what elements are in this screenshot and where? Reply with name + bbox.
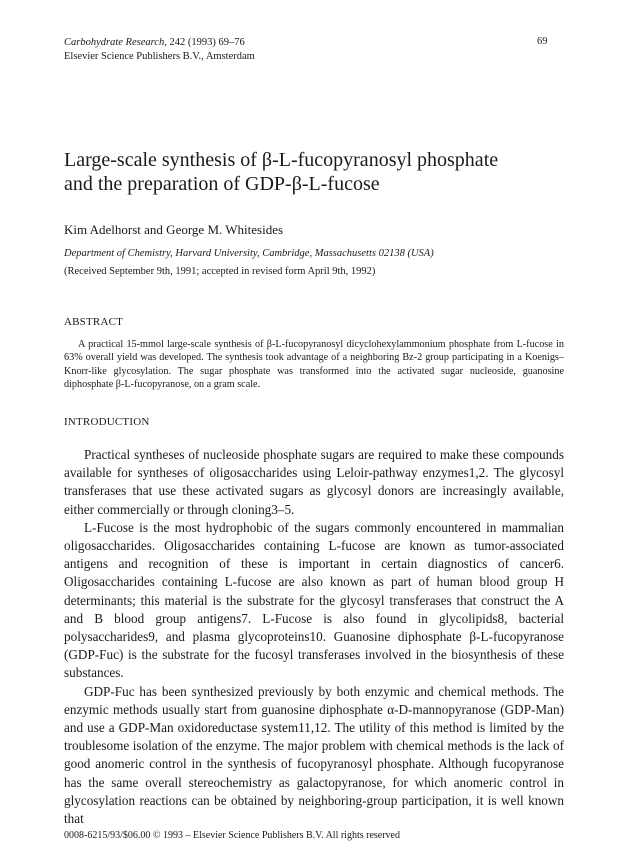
introduction-heading: INTRODUCTION: [64, 416, 150, 428]
paragraph: L-Fucose is the most hydrophobic of the sugars commonly encountered in mammalian oligosaccharides. Oligosaccharides containing L-fucose are known as tumor-associated antigens and recognition of these is important in certain diagnostics of cancer6. Oligosaccharides containing L-fucose are also known as part of human blood group H determinants; this material is the substrate for the glycosyl transferases that construct the A and B blood group antigens7. L-Fucose is also found in glycolipids8, bacterial polysaccharides9, and plasma glycoproteins10. Guanosine diphosphate β-L-fucopyranose (GDP-Fuc) is the substrate for the fucosyl transferases involved in the biosynthesis of these substances.: [64, 519, 564, 681]
page-number: 69: [537, 36, 548, 47]
journal-citation: [64, 36, 564, 50]
paragraph: GDP-Fuc has been synthesized previously by both enzymic and chemical methods. The enzymic methods usually start from guanosine diphosphate α-D-mannopyranose (GDP-Man) and use a GDP-Man oxidoreductase system11,12. The utility of this method is limited by the troublesome isolation of the enzyme. The major problem with chemical methods is the lack of good anomeric control in the synthesis of fucopyranosyl phosphate. Although fucopyranose has the same overall stereochemistry as galactopyranose, for which anomeric control in glycosylation reactions can be obtained by neighboring-group participation, it is well known that: [64, 683, 564, 827]
publisher-line: Elsevier Science Publishers B.V., Amsterdam: [64, 51, 255, 62]
journal-name: Carbohydrate Research,: [64, 37, 167, 48]
volume-pages: 242 (1993) 69–76: [166, 37, 245, 48]
authors: Kim Adelhorst and George M. Whitesides: [64, 222, 284, 237]
article-title: [64, 148, 564, 196]
abstract-heading: ABSTRACT: [64, 316, 124, 328]
title-line-2: and the preparation of GDP-β-L-fucose: [64, 173, 380, 195]
abstract-text: A practical 15-mmol large-scale synthesis of β-L-fucopyranosyl dicyclohexylammonium phosphate from L-fucose in 63% overall yield was developed. The synthesis took advantage of a neighboring Bz-2 group participating in a Koenigs–Knorr-like glycosylation. The sugar phosphate was transformed into the activated sugar nucleoside, guanosine diphosphate β-L-fucopyranose, on a gram scale.: [64, 339, 564, 391]
received-dates: (Received September 9th, 1991; accepted in revised form April 9th, 1992): [64, 266, 376, 277]
running-head: [64, 36, 564, 64]
paragraph: Practical syntheses of nucleoside phosphate sugars are required to make these compounds available for syntheses of oligosaccharides using Leloir-pathway enzymes1,2. The glycosyl transferases that use these activated sugars as glycosyl donors are increasingly available, either commercially or through cloning3–5.: [64, 447, 564, 517]
introduction-body: [64, 446, 564, 828]
title-line-1: Large-scale synthesis of β-L-fucopyranosyl phosphate: [64, 149, 499, 171]
copyright-footer: 0008-6215/93/$06.00 © 1993 – Elsevier Science Publishers B.V. All rights reserved: [64, 830, 400, 841]
affiliation: Department of Chemistry, Harvard University, Cambridge, Massachusetts 02138 (USA): [64, 248, 434, 259]
